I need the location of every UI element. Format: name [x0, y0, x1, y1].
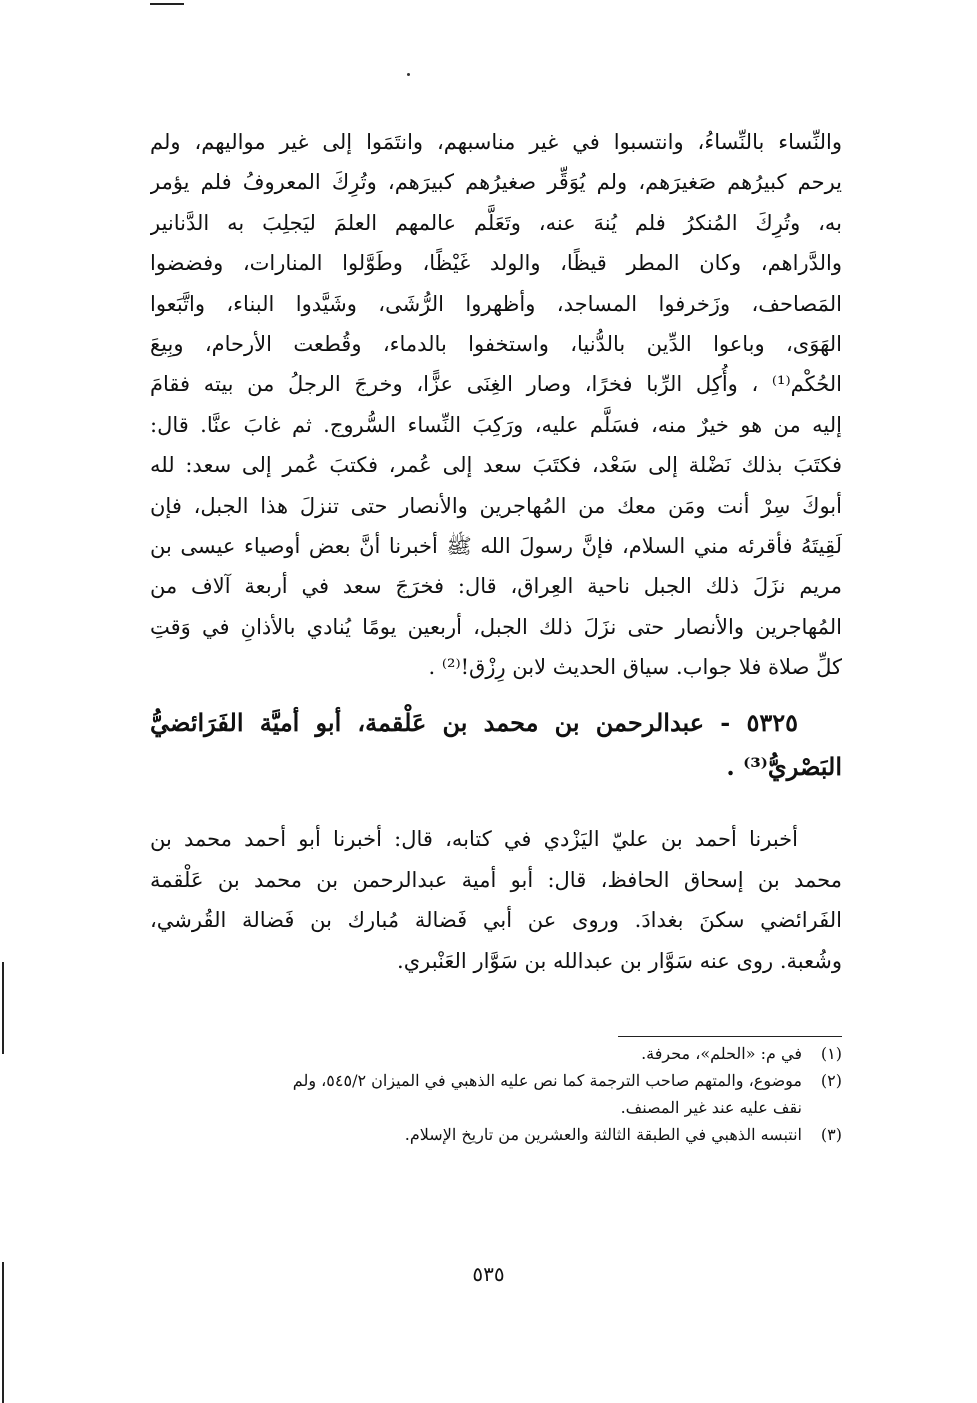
footnote-text: في م: «الحلم»، محرفة. [641, 1044, 802, 1063]
entry-heading [150, 701, 842, 789]
entry-number: ٥٣٢٥ [746, 708, 799, 738]
text-line: محمد بن إسحاق الحافظ، قال: أبو أمية عبدالرحمن بن محمد بن عَلْقمة [150, 867, 842, 892]
text-line-indented: أخبرنا أحمد بن عليّ اليَزْدي في كتابه، قال: أخبرنا أبو أحمد محمد بن [150, 827, 798, 852]
text-line: والنِّساء بالنِّساءُ، وانتسبوا في غير مناسبهم، وانتَمَوا إلى غير مواليهم، ولم [150, 130, 842, 154]
entry-heading-line: البَصْريُّ⁽³⁾ . [726, 752, 842, 782]
footnote-separator [618, 1036, 842, 1037]
text-line [150, 819, 842, 859]
footnote-number: (٢) [820, 1071, 842, 1090]
page-body [150, 122, 842, 981]
footnote [150, 1040, 842, 1067]
text-line: أبوكَ سِرْ أنت ومَن معك من المُهاجرين والأنصار حتى تنزلَ هذا الجبل، فإن [150, 493, 842, 518]
footnote-number: (١) [820, 1044, 842, 1063]
footnote-text: انتبسه الذهبي في الطبقة الثالثة والعشرين من تاريخ الإسلام. [404, 1125, 802, 1144]
text-line: وشُعبة. روى عنه سَوَّار بن عبدالله بن سَوَّار العَنْبري. [397, 948, 842, 973]
footnote-number: (٣) [820, 1125, 842, 1144]
text-line: الحُكْم⁽¹⁾ ، وأُكِل الرِّبا فخرًا، وصار الغِنَى عزًّا، وخرجَ الرجلُ من بيته فقامَ [150, 372, 842, 397]
scan-edge-mark [2, 962, 4, 1054]
entry-heading-line [150, 701, 842, 745]
entry-paragraph [150, 819, 842, 981]
text-line: المُهاجرين والأنصار حتى نزَلَ ذلك الجبل، أربعين يومًا يُنادي بالأذانِ في وَقتِ [150, 614, 842, 639]
footnote [150, 1121, 842, 1148]
footnote [150, 1067, 842, 1094]
scan-edge-mark [150, 3, 184, 5]
text-line: كلِّ صلاة فلا جواب. سياق الحديث لابن رِزْق!⁽²⁾ . [428, 655, 842, 680]
text-line: والدَّراهم، وكان المطر قيظًا، والولد غَيْظًا، وطَوَّلوا المنارات، وفضضوا [150, 251, 842, 276]
footnote-text: موضوع، والمتهم صاحب الترجمة كما نص عليه الذهبي في الميزان ٥٤٥/٢، ولم [292, 1071, 802, 1090]
text-line: الفَرائضي سكنَ بغدادَ. وروى عن أبي فَضالة مُبارك بن فَضالة القُرشي، [150, 908, 842, 933]
entry-title: - عبدالرحمن بن محمد بن عَلْقمة، أبو أميَّة الفَرَائضيُّ [150, 708, 731, 738]
footnote-continuation: نقف عليه عند غير المصنف. [620, 1098, 802, 1117]
page-number: ٥٣٥ [472, 1262, 505, 1286]
text-line: لَقِيتَهُ فأقرئه مني السلام، فإنَّ رسولَ الله ﷺ أخبرنا أنَّ بعض أوصياء عيسى بن [150, 533, 842, 558]
text-line: به، وتُرِكَ المُنكرُ فلم يُنهَ عنه، وتَعَلَّم عالمهم العلمَ ليَجلِبَ به الدَّنانير [150, 210, 842, 235]
text-line: الهَوَى، وباعوا الدِّين بالدُّنيا، واستخفوا بالدماء، وقُطعت الأرحام، وبِيعَ [150, 331, 842, 356]
text-line: مريم نزَلَ ذلك الجبل ناحية العِراق، قال: فخرَجَ سعد في أربعة آلاف من [150, 574, 842, 599]
hadith-paragraph [150, 122, 842, 687]
text-line: يرحم كبيرُهم صَغيرَهم، ولم يُوَقِّر صغيرُهم كبيرَهم، وتُرِكَ المعروفُ فلم يؤمر [150, 170, 842, 195]
text-line: المَصاحف، وزَخرفوا المساجد، وأظهروا الرُّشَى، وشَيَّدوا البناء، واتَّبَعوا [150, 291, 842, 316]
text-line: فكتَبَ بذلك نَضْلة إلى سَعْد، فكتَبَ سعد إلى عُمر، فكتبَ عُمر إلى سعد: لله [150, 453, 842, 478]
footnotes [150, 1040, 842, 1148]
text-line: إليه من هو خيرٌ منه، فسَلَّم عليه، ورَكِبَ النِّساء السُّروج. ثم غابَ عنَّا. قال: [150, 412, 842, 437]
scan-speck [407, 73, 410, 76]
